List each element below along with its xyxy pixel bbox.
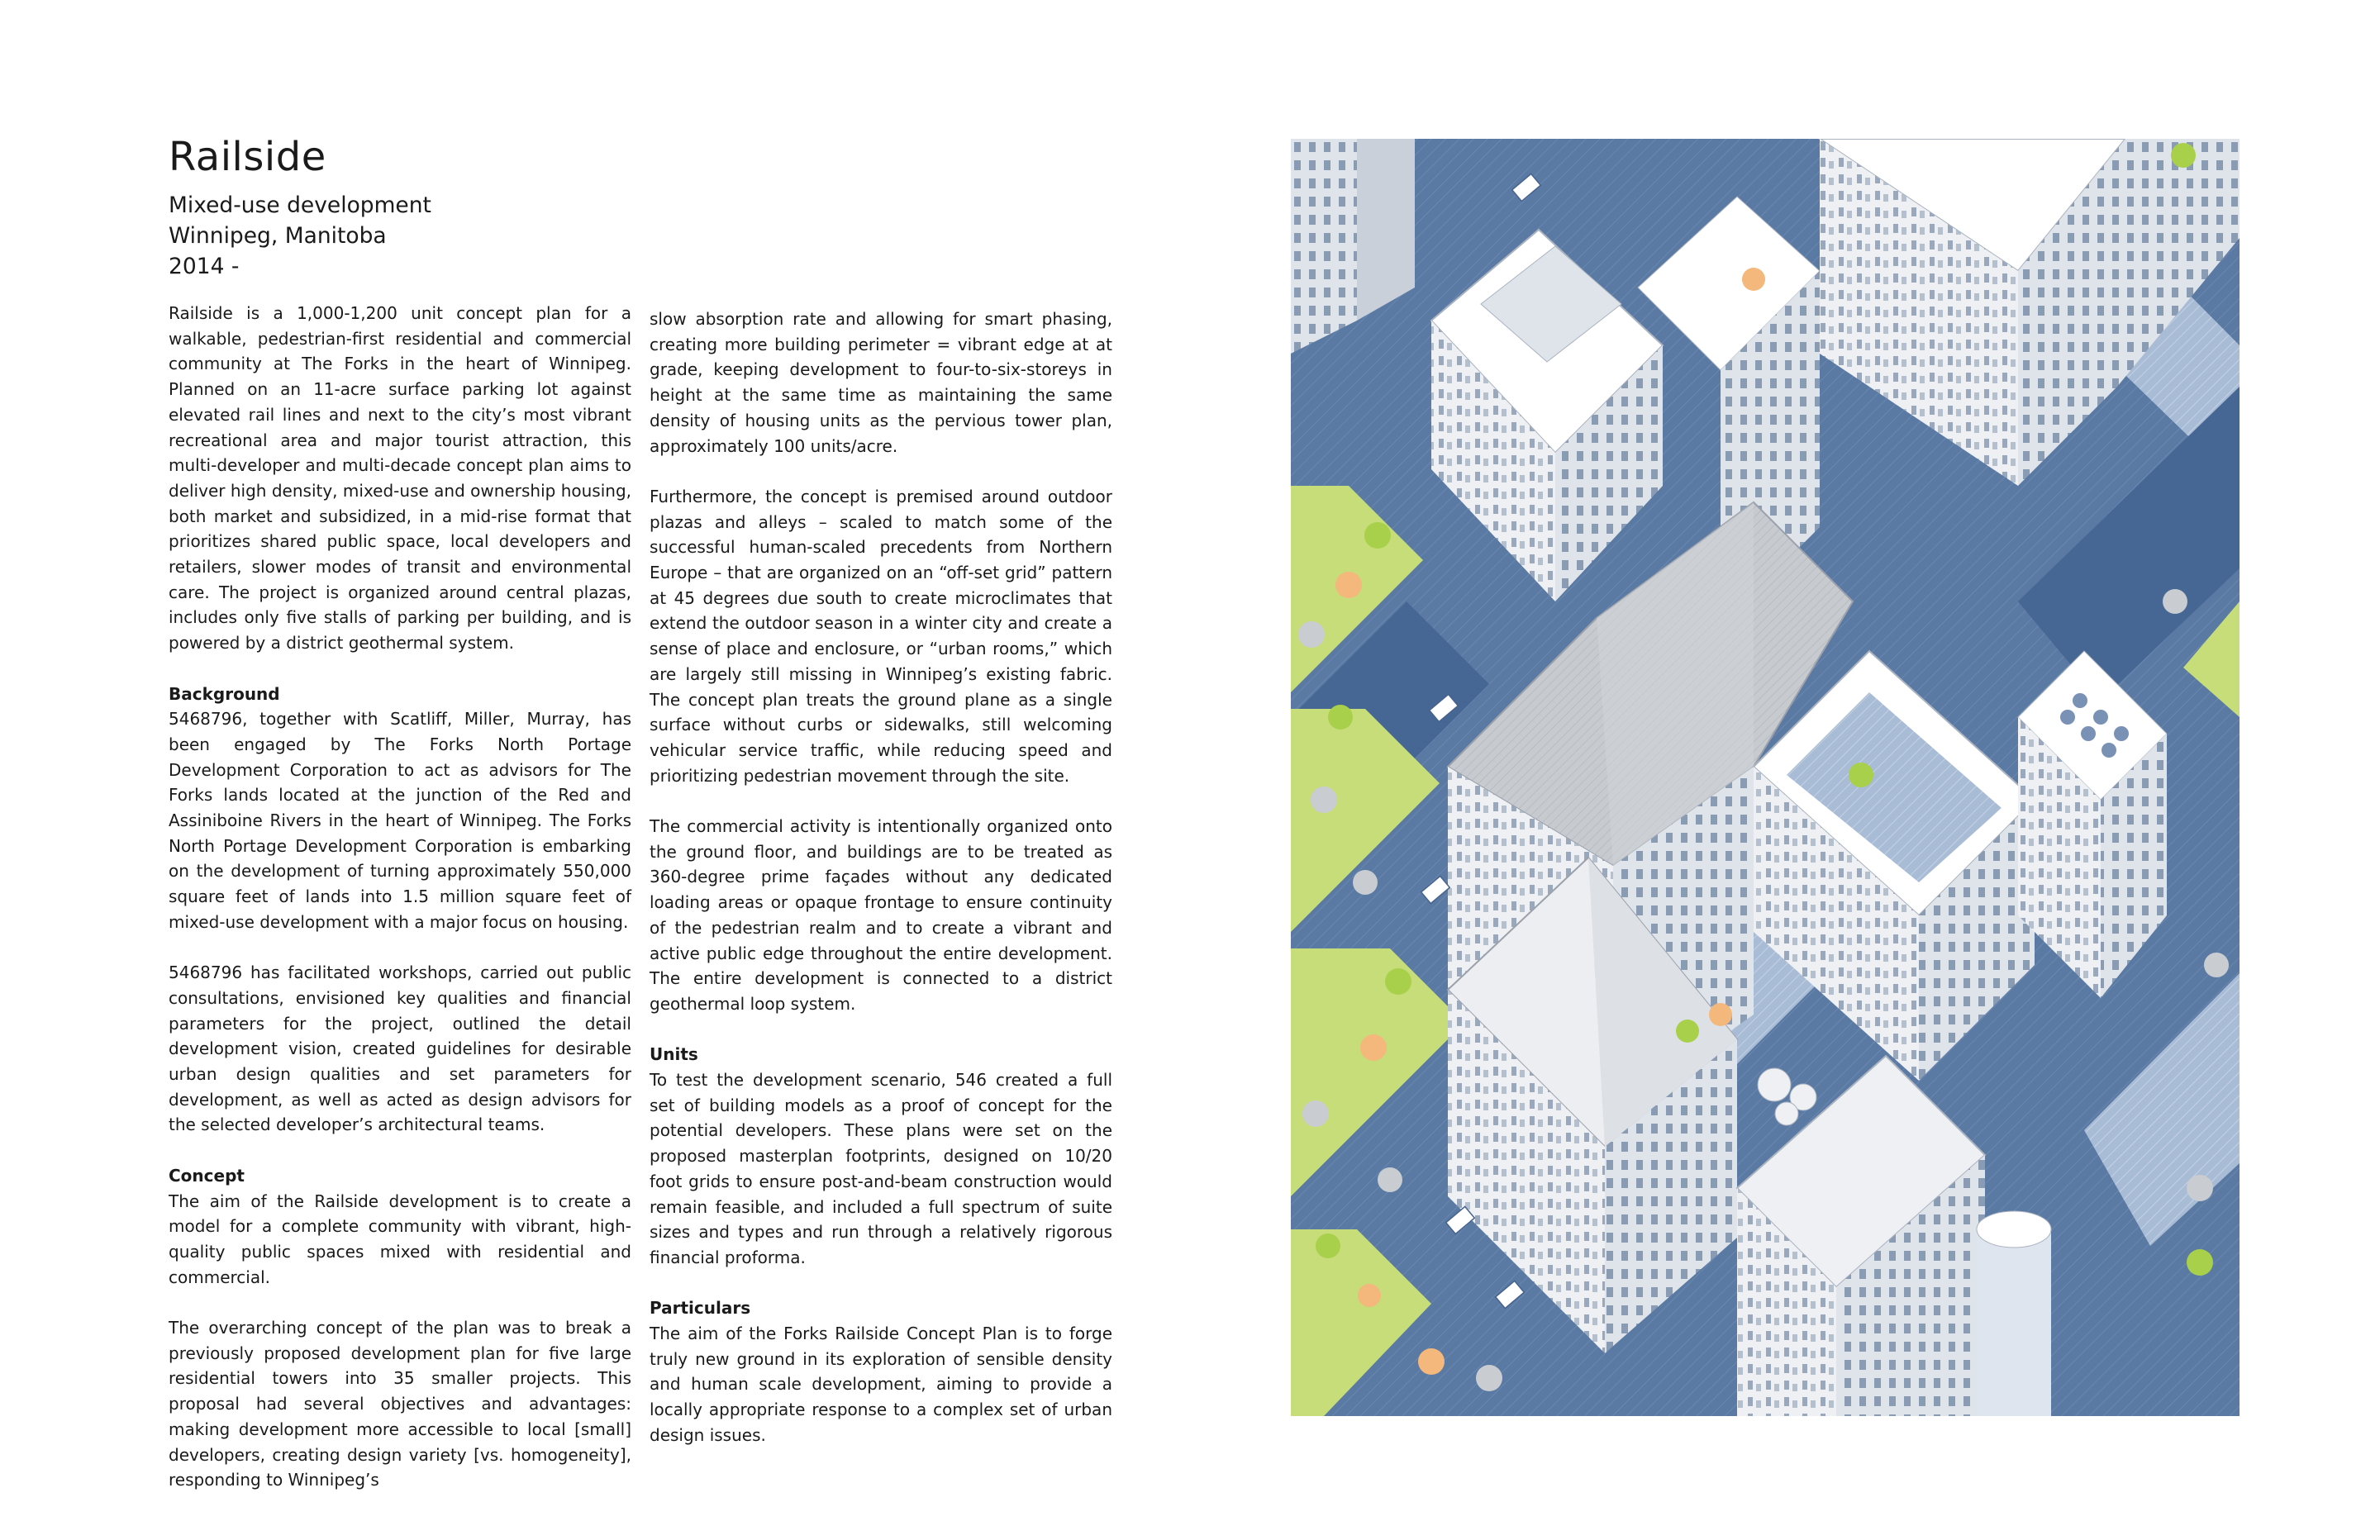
concept-paragraph-2: The overarching concept of the plan was to break a previously proposed development plan for five large residential towers into 35 smaller projects. This proposal had several objectives and advantages: making development more accessible to local [small] developers, creating design variety [vs. homogeneity], responding to Winnipeg’s <box>169 1318 631 1490</box>
project-years: 2014 - <box>169 254 240 279</box>
page-title: Railside <box>169 134 326 180</box>
text-column-left <box>169 301 631 1493</box>
particulars-paragraph: The aim of the Forks Railside Concept Plan is to forge truly new ground in its exploration of sensible density and human scale development, aiming to provide a locally appropriate response to a complex set of urban design issues. <box>650 1324 1112 1445</box>
concept-paragraph-3: Furthermore, the concept is premised around outdoor plazas and alleys – scaled to match some of the successful human-scaled precedents from Northern Europe – that are organized on an “off-set grid” pattern at 45 degrees due south to create microclimates that extend the outdoor season in a winter city and create a sense of place and enclosure, or “urban rooms,” which are largely still missing in Winnipeg’s existing fabric. The concept plan treats the ground plane as a single surface without curbs or sidewalks, still welcoming vehicular service traffic, while reducing speed and prioritizing pedestrian movement through the site. <box>650 486 1112 786</box>
project-location: Winnipeg, Manitoba <box>169 223 387 249</box>
project-type: Mixed-use development <box>169 192 431 218</box>
cylinder-tower <box>1977 1211 2051 1416</box>
background-heading: Background <box>169 683 280 704</box>
units-paragraph: To test the development scenario, 546 created a full set of building models as a proof of concept for the potential developers. These plans were set on the proposed masterplan footprints, designed on 10/20 foot grids to ensure post-and-beam construction would remain feasible, and included a full spectrum of suite sizes and types and run through a relatively rigorous financial proforma. <box>650 1070 1112 1267</box>
concept-continuation: slow absorption rate and allowing for smart phasing, creating more building perimeter = vibrant edge at at grade, keeping development to four-to-six-storeys in height at the same time as maintaining the same density of housing units as the pervious tower plan, approximately 100 units/acre. <box>650 309 1112 456</box>
concept-paragraph-4: The commercial activity is intentionally organized onto the ground floor, and buildings are to be treated as 360-degree prime façades without any dedicated loading areas or opaque frontage to ensure continuity of the pedestrian realm and to create a vibrant and active public edge throughout the entire development. The entire development is connected to a district geothermal loop system. <box>650 816 1112 1014</box>
concept-paragraph-1: The aim of the Railside development is to create a model for a complete community with vibrant, high-quality public spaces mixed with residential and commercial. <box>169 1191 631 1287</box>
particulars-heading: Particulars <box>650 1298 751 1319</box>
illustration-svg <box>1291 139 2240 1416</box>
axonometric-site-illustration <box>1291 139 2240 1416</box>
background-paragraph-1: 5468796, together with Scatliff, Miller, Murray, has been engaged by The Forks North Portage Development Corporation to act as advisors for The Forks lands located at the junction of the Red and Assiniboine Rivers in the heart of Winnipeg. The Forks North Portage Development Corporation is embarking on the development of turning approximately 550,000 square feet of lands into 1.5 million square feet of mixed-use development with a major focus on housing. <box>169 709 631 932</box>
text-column-right <box>650 307 1112 1448</box>
intro-paragraph: Railside is a 1,000-1,200 unit concept plan for a walkable, pedestrian-first residential and commercial community at The Forks in the heart of Winnipeg. Planned on an 11-acre surface parking lot against elevated rail lines and next to the city’s most vibrant recreational area and major tourist attraction, this multi-developer and multi-decade concept plan aims to deliver high density, mixed-use and ownership housing, both market and subsidized, in a mid-rise format that prioritizes shared public space, local developers and retailers, slower modes of transit and environmental care. The project is organized around central plazas, includes only five stalls of parking per building, and is powered by a district geothermal system. <box>169 303 631 654</box>
background-paragraph-2: 5468796 has facilitated workshops, carried out public consultations, envisioned key qualities and financial parameters for the project, outlined the detail development vision, created guidelines for desirable urban design qualities and set parameters for development, as well as acted as design advisors for the selected developer’s architectural teams. <box>169 962 631 1135</box>
project-meta <box>169 190 431 282</box>
units-heading: Units <box>650 1044 698 1065</box>
concept-heading: Concept <box>169 1165 245 1186</box>
